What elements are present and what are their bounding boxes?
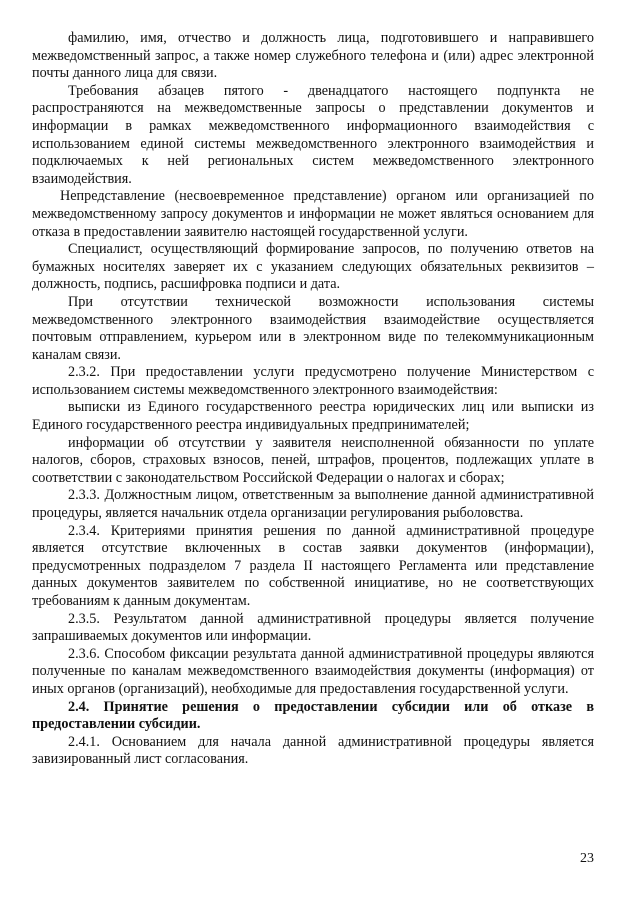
document-page (32, 30, 594, 769)
paragraph-non-submission: Непредставление (несвоевременное представление) органом или организацией по межведомственному запросу документов и информации не может являться основанием для отказа в предоставлении заявителю настоящей государственной услуги. (32, 188, 594, 240)
paragraph-2-3-4: 2.3.4. Критериями принятия решения по данной административной процедуре является отсутствие включенных в состав заявки документов (информации), предусмотренных подразделом 7 раздела II настоящего Регламента или представление данных документов заявителем по собственной инициативе, но не соответствующих требованиям к данным документам. (32, 522, 594, 609)
paragraph-registry-extract: выписки из Единого государственного реестра юридических лиц или выписки из Единого государственного реестра индивидуальных предпринимателей; (32, 399, 594, 434)
page-number: 23 (580, 851, 594, 866)
paragraph-2-3-5: 2.3.5. Результатом данной административной процедуры является получение запрашиваемых документов или информации. (32, 610, 594, 645)
paragraph-2-3-6: 2.3.6. Способом фиксации результата данной административной процедуры являются полученные по каналам межведомственного взаимодействия документы (информация) от иных органов (организаций), необходимые для предоставления государственной услуги. (32, 645, 594, 697)
paragraph-no-technical-possibility: При отсутствии технической возможности использования системы межведомственного электронного взаимодействия взаимодействие осуществляется почтовым отправлением, курьером или в электронном виде по телекоммуникационным каналам связи. (32, 293, 594, 363)
paragraph-tax-info: информации об отсутствии у заявителя неисполненной обязанности по уплате налогов, сборов, страховых взносов, пеней, штрафов, процентов, подлежащих уплате в соответствии с законодательством Российской Федерации о налогах и сборах; (32, 434, 594, 486)
paragraph-specialist: Специалист, осуществляющий формирование запросов, по получению ответов на бумажных носителях заверяет их с указанием следующих обязательных реквизитов – должность, подпись, расшифровка подписи и дата. (32, 241, 594, 293)
paragraph-requirements-exemption: Требования абзацев пятого - двенадцатого настоящего подпункта не распространяются на межведомственные запросы о представлении документов и информации в рамках межведомственного информационного взаимодействия с использованием единой системы межведомственного электронного взаимодействия и подключаемых к ней региональных систем межведомственного электронного взаимодействия. (32, 82, 594, 187)
paragraph-2-3-3: 2.3.3. Должностным лицом, ответственным за выполнение данной административной процедуры, является начальник отдела организации регулирования рыболовства. (32, 487, 594, 522)
paragraph-2-3-2: 2.3.2. При предоставлении услуги предусмотрено получение Министерством с использованием системы межведомственного электронного взаимодействия: (32, 364, 594, 398)
paragraph-contact-details: фамилию, имя, отчество и должность лица, подготовившего и направившего межведомственный запрос, а также номер служебного телефона и (или) адрес электронной почты данного лица для связи. (32, 30, 594, 82)
section-heading-2-4: 2.4. Принятие решения о предоставлении субсидии или об отказе в предоставлении субсидии. (32, 698, 594, 733)
paragraph-2-4-1: 2.4.1. Основанием для начала данной административной процедуры является завизированный лист согласования. (32, 733, 594, 768)
